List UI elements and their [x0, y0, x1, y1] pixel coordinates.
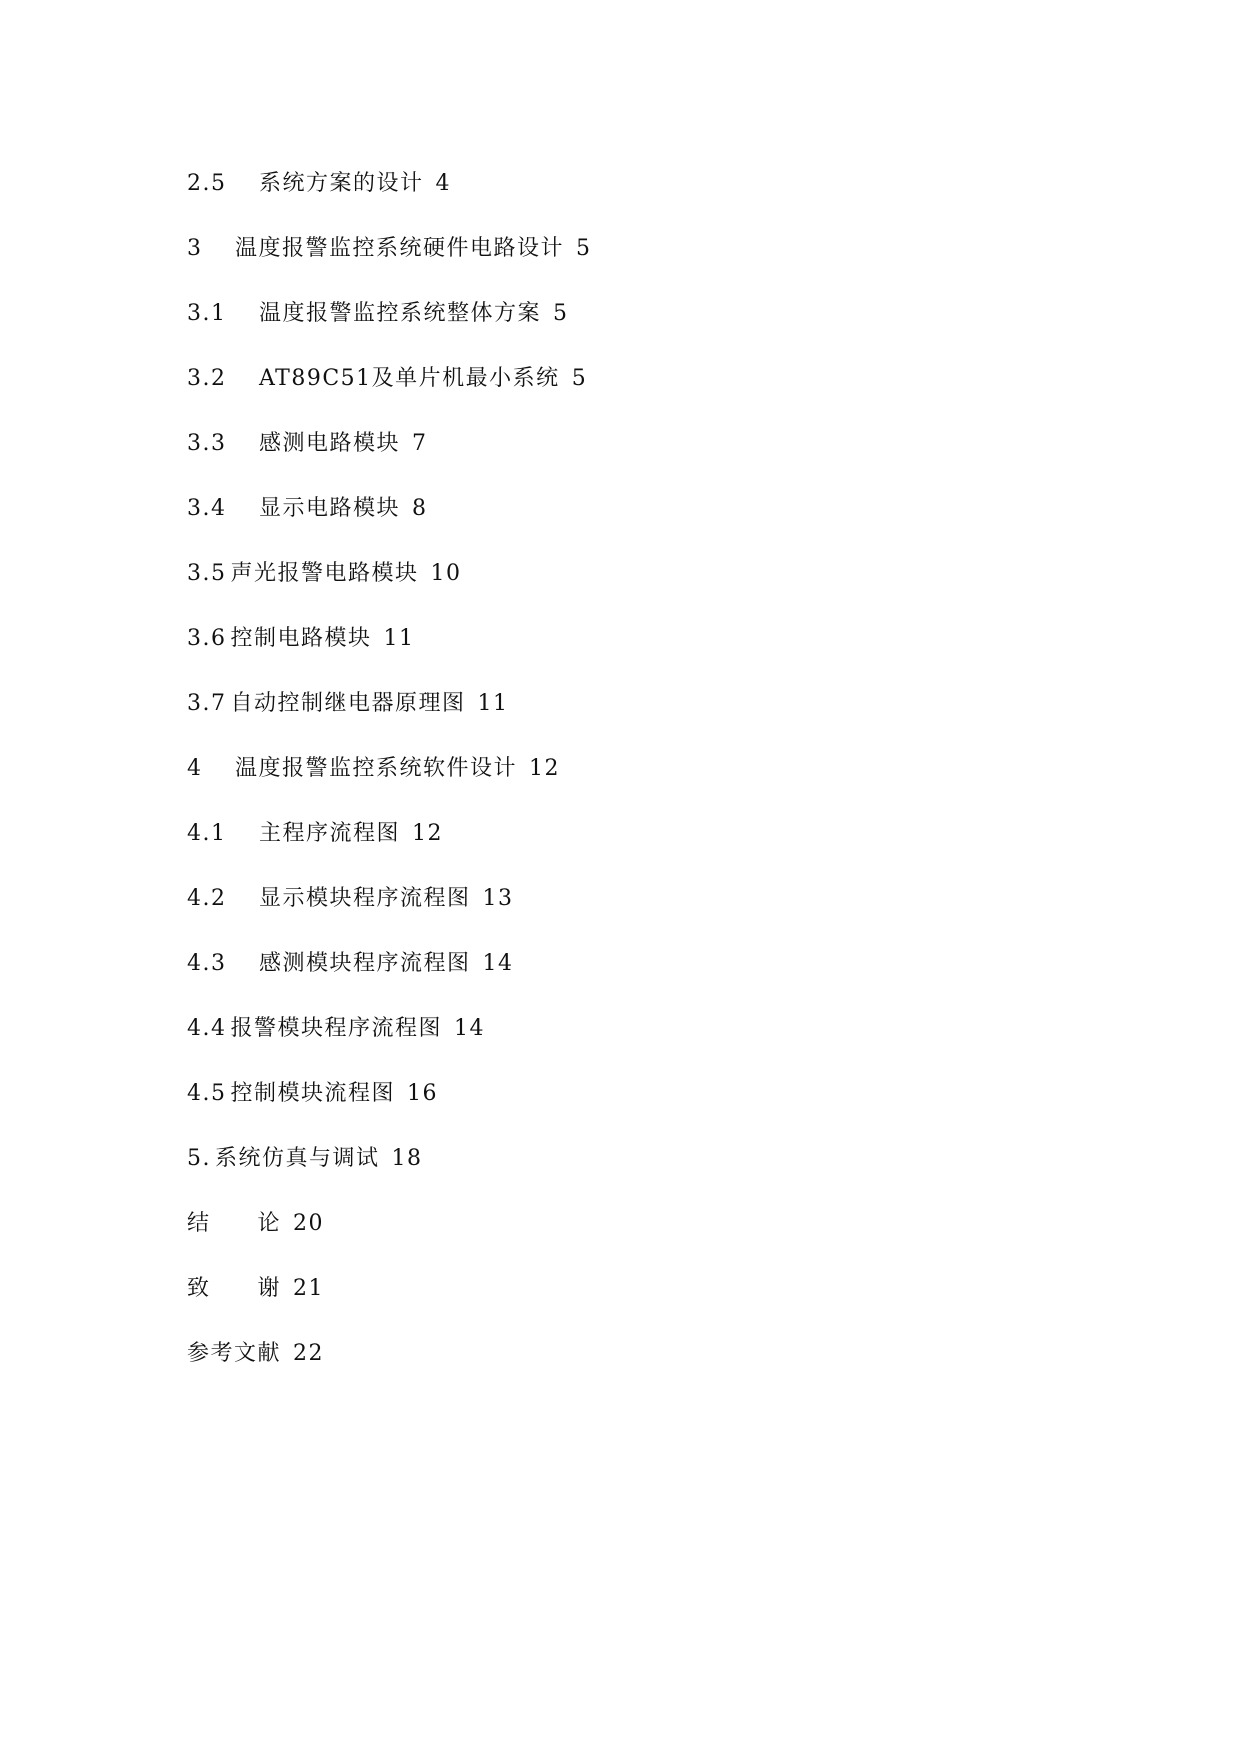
toc-entry-number: 3 [187, 236, 203, 261]
toc-entry[interactable] [187, 1204, 592, 1269]
toc-entry-page: 8 [412, 496, 428, 521]
toc-entry-title: 显示电路模块 [259, 496, 401, 521]
toc-entry-title: 参考文献 [187, 1341, 282, 1366]
toc-entry-number: 4.4 [187, 1016, 227, 1041]
toc-entry[interactable] [187, 489, 592, 554]
toc-entry-page: 14 [482, 951, 514, 976]
toc-entry-number: 4.3 [187, 951, 227, 976]
toc-entry-title: 温度报警监控系统软件设计 [235, 756, 518, 781]
toc-entry-page: 10 [430, 561, 462, 586]
toc-entry-title: 系统方案的设计 [259, 171, 424, 196]
toc-entry-page: 13 [482, 886, 514, 911]
toc-entry-title: AT89C51及单片机最小系统 [259, 366, 560, 391]
toc-entry-number: 3.2 [187, 366, 227, 391]
toc-entry[interactable] [187, 359, 592, 424]
toc-entry[interactable] [187, 814, 592, 879]
toc-entry-title: 主程序流程图 [259, 821, 401, 846]
toc-entry-page: 5 [571, 366, 588, 391]
toc-entry-number: 4.1 [187, 821, 227, 846]
toc-entry-page: 11 [477, 691, 509, 716]
toc-entry-title: 系统仿真与调试 [215, 1146, 380, 1171]
toc-entry-number: 2.5 [187, 171, 227, 196]
toc-entry-page: 12 [412, 821, 444, 846]
toc-entry-number: 4.2 [187, 886, 227, 911]
toc-entry[interactable] [187, 229, 592, 294]
toc-entry-title: 结 论 [187, 1211, 282, 1236]
toc-entry-page: 14 [454, 1016, 486, 1041]
toc-entry-page: 22 [293, 1341, 325, 1366]
toc-entry[interactable] [187, 684, 592, 749]
toc-entry-number: 3.7 [187, 691, 227, 716]
toc-entry-page: 5 [576, 236, 592, 261]
toc-entry-title: 显示模块程序流程图 [259, 886, 471, 911]
toc-entry-number: 4.5 [187, 1081, 227, 1106]
toc-entry[interactable] [187, 554, 592, 619]
toc-entry-title: 温度报警监控系统硬件电路设计 [235, 236, 565, 261]
toc-entry-title: 温度报警监控系统整体方案 [259, 301, 542, 326]
toc-entry-page: 4 [435, 171, 452, 196]
toc-entry-number: 3.4 [187, 496, 227, 521]
toc-entry-page: 5 [553, 301, 569, 326]
toc-entry[interactable] [187, 1269, 592, 1334]
toc-entry-number: 3.6 [187, 626, 227, 651]
toc-entry[interactable] [187, 879, 592, 944]
table-of-contents [187, 164, 592, 1399]
toc-entry-number: 5. [187, 1146, 211, 1171]
toc-entry-number: 3.1 [187, 301, 227, 326]
toc-entry-page: 16 [407, 1081, 439, 1106]
toc-entry-title: 感测模块程序流程图 [259, 951, 471, 976]
toc-entry[interactable] [187, 619, 592, 684]
toc-entry[interactable] [187, 944, 592, 1009]
toc-entry-title: 控制电路模块 [230, 626, 372, 651]
toc-entry[interactable] [187, 294, 592, 359]
toc-entry[interactable] [187, 164, 592, 229]
toc-entry[interactable] [187, 749, 592, 814]
toc-entry-title: 控制模块流程图 [230, 1081, 396, 1106]
toc-entry-page: 7 [412, 431, 428, 456]
toc-entry-number: 3.5 [187, 561, 227, 586]
toc-entry[interactable] [187, 1009, 592, 1074]
toc-entry-number: 3.3 [187, 431, 227, 456]
toc-entry-title: 自动控制继电器原理图 [230, 691, 466, 716]
toc-entry[interactable] [187, 1139, 592, 1204]
toc-entry[interactable] [187, 1334, 592, 1399]
toc-entry[interactable] [187, 1074, 592, 1139]
toc-entry-title: 致 谢 [187, 1276, 282, 1301]
toc-entry-title: 感测电路模块 [259, 431, 401, 456]
toc-entry-page: 11 [383, 626, 415, 651]
toc-entry[interactable] [187, 424, 592, 489]
toc-entry-page: 21 [293, 1276, 325, 1301]
toc-entry-title: 声光报警电路模块 [230, 561, 419, 586]
toc-entry-page: 18 [391, 1146, 423, 1171]
toc-entry-page: 20 [293, 1211, 325, 1236]
toc-entry-page: 12 [529, 756, 561, 781]
toc-entry-title: 报警模块程序流程图 [230, 1016, 443, 1041]
toc-entry-number: 4 [187, 756, 203, 781]
